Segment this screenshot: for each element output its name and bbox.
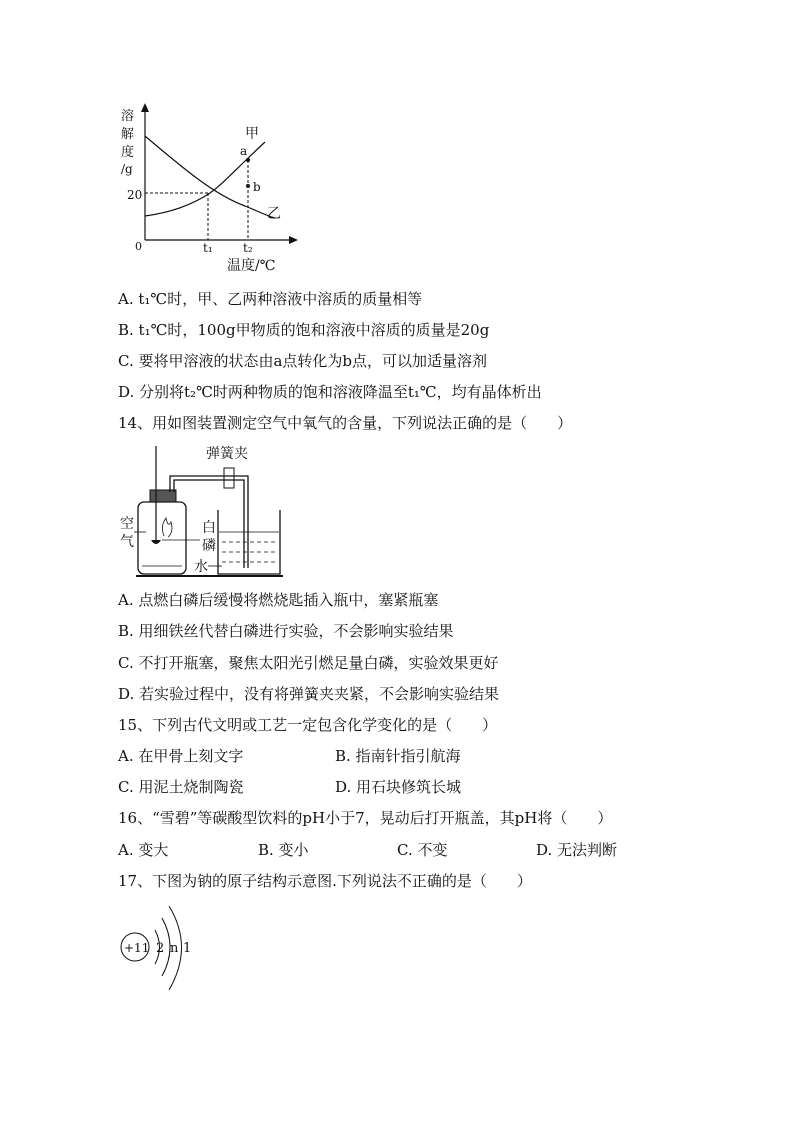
q13-option-b: B. t₁℃时，100g甲物质的饱和溶液中溶质的质量是20g: [118, 321, 490, 339]
water-label: 水: [194, 559, 208, 575]
q15-stem: 15、下列古代文明或工艺一定包含化学变化的是（ ）: [118, 716, 498, 734]
point-b: [246, 184, 250, 188]
clamp-icon: [224, 468, 234, 488]
y-tick-20: 20: [127, 188, 143, 202]
q16-option-a: A. 变大: [118, 841, 169, 859]
origin-label: 0: [135, 240, 142, 253]
point-a: [246, 158, 250, 162]
curve-yi: [145, 136, 275, 218]
stopper: [150, 490, 176, 502]
q14-option-a: A. 点燃白磷后缓慢将燃烧匙插入瓶中，塞紧瓶塞: [118, 591, 439, 609]
label-a: a: [240, 144, 248, 158]
label-yi: 乙: [267, 206, 281, 222]
phos-label-1: 白: [202, 520, 216, 536]
q16-option-b: B. 变小: [258, 841, 309, 859]
q15-option-c: C. 用泥土烧制陶瓷: [118, 778, 244, 796]
q15-option-b: B. 指南针指引航海: [335, 747, 461, 765]
q16-stem: 16、“雪碧”等碳酸型饮料的pH小于7，晃动后打开瓶盖，其pH将（ ）: [118, 809, 613, 827]
flame-icon: [162, 518, 172, 537]
q13-option-a: A. t₁℃时，甲、乙两种溶液中溶质的质量相等: [118, 290, 423, 308]
shell-2-count: n: [170, 941, 179, 956]
q16-option-d: D. 无法判断: [536, 841, 618, 859]
air-label-2: 气: [120, 534, 134, 550]
q16-option-c: C. 不变: [397, 841, 448, 859]
y-axis-arrow: [141, 103, 149, 112]
spoon: [151, 540, 161, 544]
x-axis-label: 温度/℃: [227, 258, 276, 274]
q13-option-d: D. 分别将t₂℃时两种物质的饱和溶液降温至t₁℃，均有晶体析出: [118, 383, 542, 401]
phos-label-2: 磷: [202, 538, 216, 554]
bottle: [138, 502, 186, 574]
ylabel-char-4: /g: [121, 162, 133, 176]
oxygen-apparatus-figure: [118, 440, 293, 580]
q14-option-c: C. 不打开瓶塞，聚焦太阳光引燃足量白磷，实验效果更好: [118, 654, 499, 672]
air-label-1: 空: [120, 516, 134, 532]
q14-stem: 14、用如图装置测定空气中氧气的含量，下列说法正确的是（ ）: [118, 414, 573, 432]
clamp-label: 弹簧夹: [206, 446, 248, 462]
label-b: b: [253, 180, 261, 194]
q13-option-c: C. 要将甲溶液的状态由a点转化为b点，可以加适量溶剂: [118, 352, 488, 370]
beaker: [218, 510, 280, 574]
solubility-curve-figure: [115, 100, 315, 280]
shell-1-count: 2: [156, 941, 165, 956]
q14-option-b: B. 用细铁丝代替白磷进行实验，不会影响实验结果: [118, 622, 454, 640]
ylabel-char-2: 解: [121, 127, 135, 142]
nucleus-label: +11: [124, 941, 150, 955]
shell-3-count: 1: [183, 941, 192, 956]
label-t2: t₂: [243, 241, 253, 255]
ylabel-char-1: 溶: [121, 109, 135, 124]
q17-stem: 17、下图为钠的原子结构示意图.下列说法不正确的是（ ）: [118, 872, 532, 890]
q15-option-d: D. 用石块修筑长城: [335, 778, 462, 796]
q14-option-d: D. 若实验过程中，没有将弹簧夹夹紧，不会影响实验结果: [118, 685, 500, 703]
sodium-atom-diagram: [118, 900, 198, 995]
x-axis-arrow: [289, 236, 298, 244]
label-jia: 甲: [245, 126, 259, 142]
q15-option-a: A. 在甲骨上刻文字: [118, 747, 244, 765]
label-t1: t₁: [203, 241, 213, 255]
ylabel-char-3: 度: [121, 145, 135, 160]
